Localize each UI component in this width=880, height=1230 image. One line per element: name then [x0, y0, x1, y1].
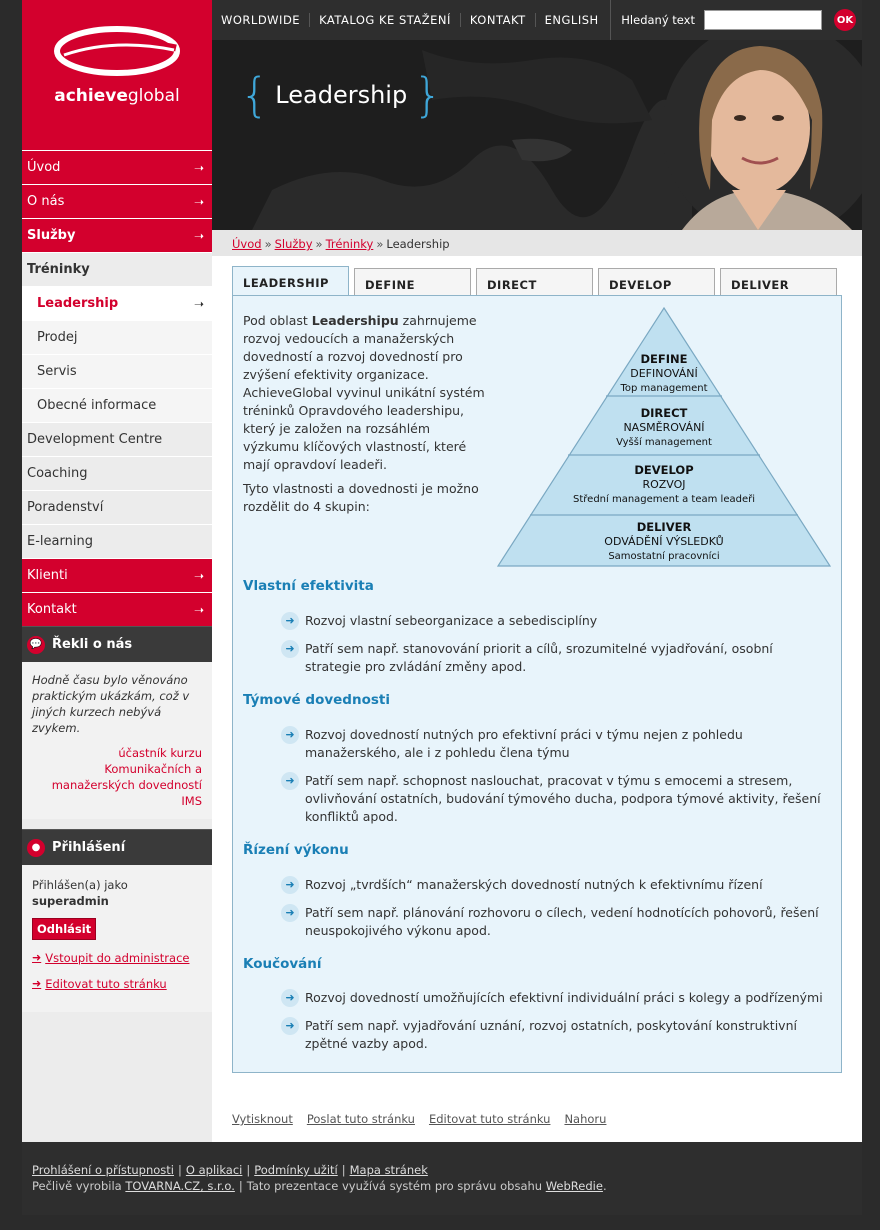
- arrow-right-icon: ➝: [193, 194, 204, 209]
- leadership-pyramid-diagram: [496, 306, 832, 568]
- list-item: ➜ Rozvoj dovedností umožňujících efektivní individuální práci s kolegy a podřízenými: [281, 989, 826, 1007]
- pyramid-level-4-cz: ODVÁDĚNÍ VÝSLEDKŮ: [604, 535, 724, 548]
- pyramid-level-4-who: Samostatní pracovníci: [608, 551, 720, 562]
- send-page-link[interactable]: Poslat tuto stránku: [306, 1112, 415, 1126]
- sidebar-item-prodej[interactable]: Prodej: [22, 320, 212, 354]
- arrow-bullet-icon: ➜: [281, 876, 299, 894]
- logout-button[interactable]: Odhlásit: [32, 918, 96, 940]
- topnav-worldwide[interactable]: WORLDWIDE: [212, 13, 310, 27]
- topnav-english[interactable]: ENGLISH: [544, 13, 599, 27]
- login-box: [22, 865, 212, 1012]
- search-area: [610, 0, 862, 40]
- sidebar-item-o-nas[interactable]: O nás ➝: [22, 184, 212, 218]
- intro-paragraph: Pod oblast Leadershipu zahrnujeme rozvoj vedoucích a manažerských dovedností a rozvoj dovedností pro zvýšení efektivity organizace. AchieveGlobal vyvinul unikátní systém tréninků Opravdového leadershipu, který je založen na rozsáhlém výzkumu klíčových vlastností, které mají opravdoví leadeři.: [243, 313, 485, 472]
- pyramid-level-2-who: Vyšší management: [616, 437, 712, 448]
- sidebar-item-servis[interactable]: Servis: [22, 354, 212, 388]
- arrow-right-icon: ➜: [32, 951, 42, 964]
- intro-paragraph-2: Tyto vlastnosti a dovednosti je možno rozdělit do 4 skupin:: [243, 481, 479, 514]
- list-item: ➜ Rozvoj vlastní sebeorganizace a sebedisciplíny: [281, 612, 826, 630]
- list-item: ➜ Patří sem např. stanovování priorit a cílů, srozumitelné vyjadřování, osobní strategie pro zvládání změny apod.: [281, 640, 826, 676]
- arrow-bullet-icon: ➜: [281, 989, 299, 1007]
- search-label: Hledaný text: [621, 13, 695, 27]
- pyramid-level-2-en: DIRECT: [640, 406, 688, 420]
- sidebar-item-kontakt[interactable]: Kontakt ➝: [22, 592, 212, 626]
- list-item: ➜ Patří sem např. schopnost naslouchat, pracovat v týmu s emocemi a stresem, ovlivňování ostatních, budování týmového ducha, podpora týmové aktivity, řešení konfliktů apod.: [281, 772, 826, 826]
- tab-deliver[interactable]: DELIVER: [720, 268, 837, 296]
- breadcrumb-current: Leadership: [386, 237, 450, 251]
- sidebar-item-coaching[interactable]: Coaching: [22, 456, 212, 490]
- banner-title: { Leadership }: [240, 68, 443, 122]
- top-navigation: [212, 0, 862, 40]
- arrow-right-icon: ➝: [193, 602, 204, 617]
- tab-leadership[interactable]: LEADERSHIP: [232, 266, 349, 297]
- footer-links: Prohlášení o přístupnosti | O aplikaci | Podmínky užití | Mapa stránek: [32, 1163, 428, 1177]
- testimonial-box: [22, 662, 212, 819]
- breadcrumb-sluzby[interactable]: Služby: [274, 237, 313, 251]
- print-link[interactable]: Vytisknout: [232, 1112, 293, 1126]
- search-input[interactable]: [704, 10, 822, 30]
- footer-credits: Pečlivě vyrobila TOVARNA.CZ, s.r.o. | Tato prezentace využívá systém pro správu obsahu WebRedie.: [32, 1179, 607, 1193]
- arrow-bullet-icon: ➜: [281, 1017, 299, 1035]
- sidebar-item-poradenstvi[interactable]: Poradenství: [22, 490, 212, 524]
- content-panel: [232, 295, 842, 1073]
- pyramid-level-3-cz: ROZVOJ: [642, 478, 686, 491]
- testimonial-quote: Hodně času bylo věnováno praktickým ukázkám, což v jiných kurzech nebývá zvykem.: [32, 673, 190, 735]
- list-item: ➜ Rozvoj „tvrdších“ manažerských dovedností nutných k efektivnímu řízení: [281, 876, 826, 894]
- section-heading: Koučování: [243, 956, 322, 972]
- testimonial-source: účastník kurzu Komunikačních a manažerských dovedností IMS: [51, 746, 202, 808]
- sidebar-item-klienti[interactable]: Klienti ➝: [22, 558, 212, 592]
- pyramid-level-1-cz: DEFINOVÁNÍ: [630, 367, 698, 380]
- sidebar-item-obecne-informace[interactable]: Obecné informace: [22, 388, 212, 422]
- breadcrumb: Úvod » Služby » Tréninky » Leadership: [212, 230, 862, 256]
- pyramid-level-4-en: DELIVER: [636, 520, 692, 534]
- footer-link-webredie[interactable]: WebRedie: [545, 1179, 603, 1193]
- edit-page-footer-link[interactable]: Editovat tuto stránku: [428, 1112, 551, 1126]
- pyramid-level-2-cz: NASMĚROVÁNÍ: [623, 421, 705, 434]
- sidebar-item-development-centre[interactable]: Development Centre: [22, 422, 212, 456]
- section-heading: Vlastní efektivita: [243, 578, 374, 594]
- breadcrumb-treninky[interactable]: Tréninky: [325, 237, 374, 251]
- arrow-right-icon: ➝: [193, 160, 204, 175]
- arrow-right-icon: ➝: [193, 568, 204, 583]
- footer-link-terms[interactable]: Podmínky užití: [254, 1163, 338, 1177]
- tab-define[interactable]: DEFINE: [354, 268, 471, 296]
- footer-link-accessibility[interactable]: Prohlášení o přístupnosti: [32, 1163, 175, 1177]
- logged-user: superadmin: [32, 894, 109, 908]
- search-ok-button[interactable]: OK: [834, 9, 856, 31]
- list-item: ➜ Rozvoj dovedností nutných pro efektivní práci v týmu nejen z pohledu manažerského, ale i z pohledu člena týmu: [281, 726, 826, 762]
- arrow-right-icon: ➜: [32, 977, 42, 990]
- tab-bar: [232, 266, 842, 296]
- testimonial-heading: 💬 Řekli o nás: [22, 626, 212, 662]
- page: [22, 0, 862, 1215]
- sidebar-item-sluzby[interactable]: Služby ➝: [22, 218, 212, 252]
- pyramid-level-3-who: Střední management a team leadeři: [573, 494, 755, 505]
- logo-swoosh-icon: [54, 26, 180, 76]
- admin-link[interactable]: ➜ Vstoupit do administrace: [32, 951, 190, 965]
- section-heading: Řízení výkonu: [243, 842, 349, 858]
- arrow-bullet-icon: ➜: [281, 612, 299, 630]
- logo[interactable]: [22, 0, 212, 150]
- footer-link-about-app[interactable]: O aplikaci: [185, 1163, 243, 1177]
- login-heading: ● Přihlášení: [22, 829, 212, 865]
- breadcrumb-uvod[interactable]: Úvod: [232, 237, 262, 251]
- logo-text: achieveglobal: [54, 86, 180, 106]
- banner-map-image: [212, 40, 862, 230]
- list-item: ➜ Patří sem např. plánování rozhovoru o cílech, vedení hodnotících pohovorů, řešení neuspokojivého výkonu apod.: [281, 904, 826, 940]
- topnav-katalog[interactable]: KATALOG KE STAŽENÍ: [310, 13, 461, 27]
- footer: [22, 1142, 862, 1215]
- intro-text: [243, 312, 488, 522]
- section-heading: Týmové dovednosti: [243, 692, 390, 708]
- page-actions: [232, 1112, 606, 1126]
- arrow-right-icon: ➝: [193, 228, 204, 243]
- brace-close-icon: }: [413, 68, 443, 122]
- tab-develop[interactable]: DEVELOP: [598, 268, 715, 296]
- tab-direct[interactable]: DIRECT: [476, 268, 593, 296]
- sidebar-item-uvod[interactable]: Úvod ➝: [22, 150, 212, 184]
- top-link[interactable]: Nahoru: [564, 1112, 607, 1126]
- sidebar-item-treninky[interactable]: Tréninky: [22, 252, 212, 286]
- pyramid-level-1-who: Top management: [620, 383, 708, 394]
- user-icon: ●: [27, 839, 45, 857]
- arrow-bullet-icon: ➜: [281, 640, 299, 658]
- pyramid-level-3-en: DEVELOP: [634, 463, 694, 477]
- sidebar-item-leadership[interactable]: Leadership ➝: [22, 286, 212, 320]
- pyramid-level-1-en: DEFINE: [640, 352, 688, 366]
- footer-link-sitemap[interactable]: Mapa stránek: [349, 1163, 428, 1177]
- sidebar: [22, 0, 212, 1142]
- logged-as-label: Přihlášen(a) jako: [32, 878, 128, 892]
- arrow-right-icon: ➝: [193, 296, 204, 311]
- arrow-bullet-icon: ➜: [281, 772, 299, 790]
- arrow-bullet-icon: ➜: [281, 904, 299, 922]
- banner: [212, 40, 862, 230]
- footer-link-tovarna[interactable]: TOVARNA.CZ, s.r.o.: [125, 1179, 235, 1193]
- list-item: ➜ Patří sem např. vyjadřování uznání, rozvoj ostatních, poskytování konstruktivní zpětné vazby apod.: [281, 1017, 826, 1053]
- brace-open-icon: {: [240, 68, 270, 122]
- topnav-kontakt[interactable]: KONTAKT: [461, 13, 536, 27]
- arrow-bullet-icon: ➜: [281, 726, 299, 744]
- edit-page-link[interactable]: ➜ Editovat tuto stránku: [32, 977, 167, 991]
- speech-bubble-icon: 💬: [27, 636, 45, 654]
- sidebar-item-e-learning[interactable]: E-learning: [22, 524, 212, 558]
